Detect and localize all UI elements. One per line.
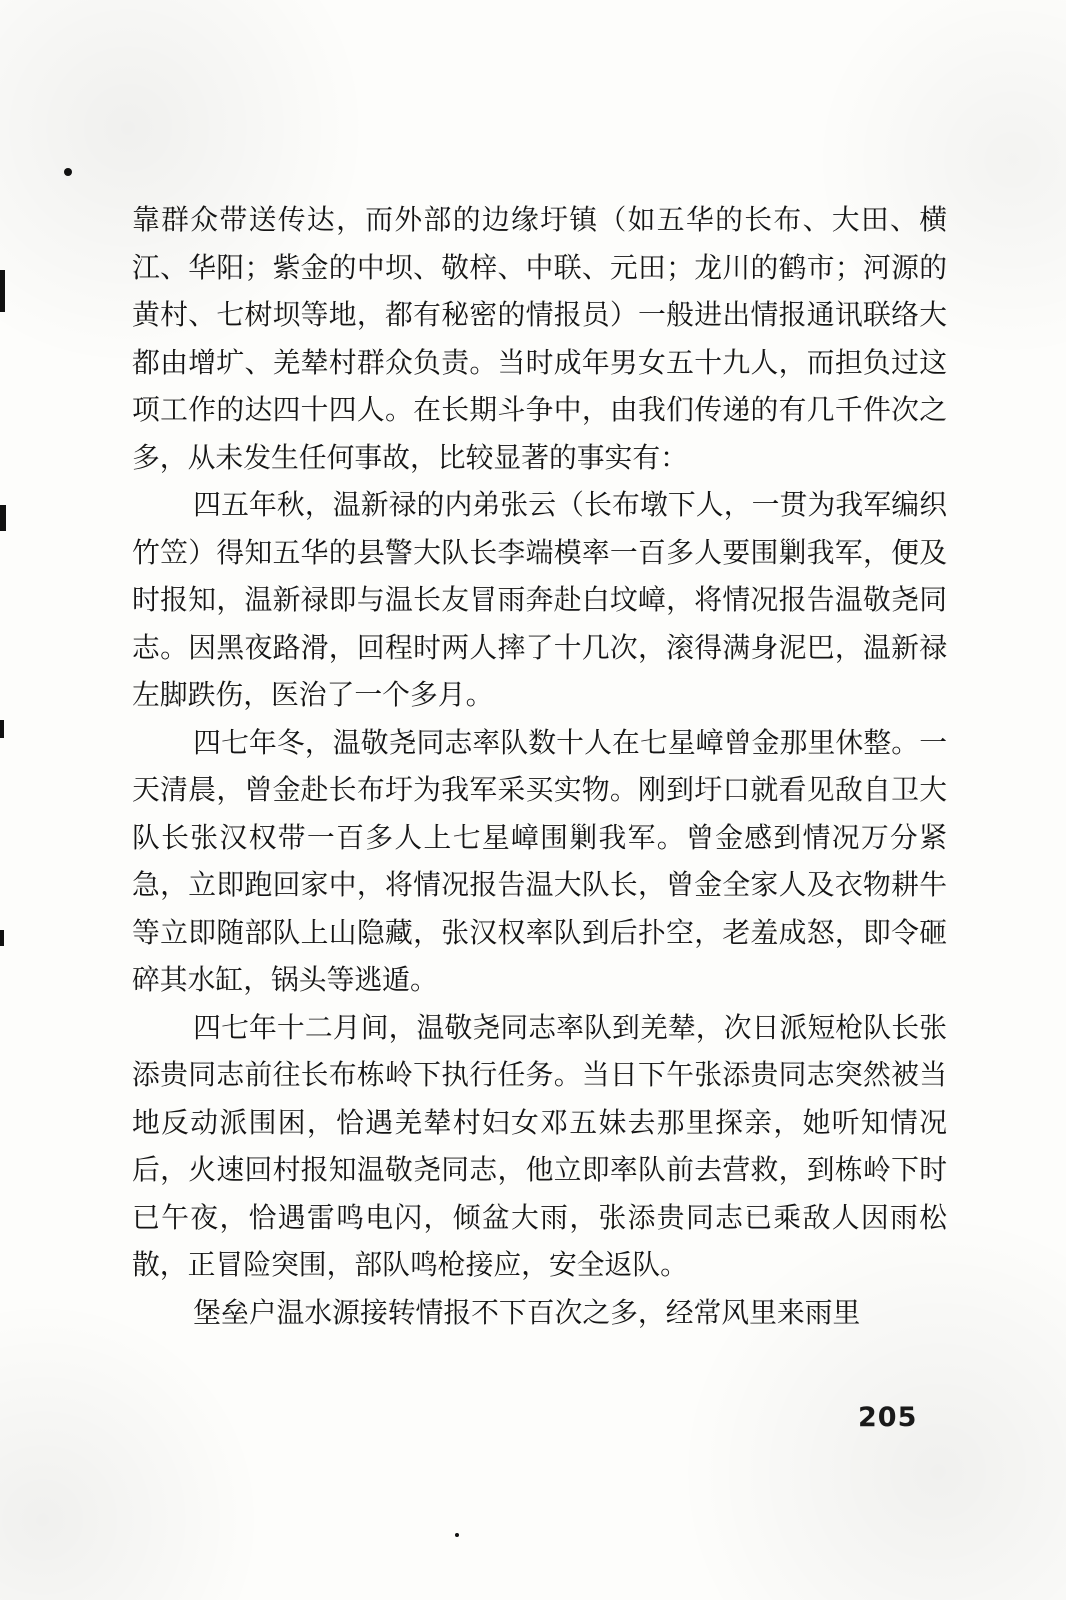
binding-mark [0,930,4,946]
binding-mark [0,270,5,312]
paragraph: 四七年冬，温敬尧同志率队数十人在七星嶂曾金那里休整。一天清晨，曾金赴长布圩为我军采买实物。刚到圩口就看见敌自卫大队长张汉权带一百多人上七星嶂围剿我军。曾金感到情况万分紧急，立即跑回家中，将情况报告温大队长，曾金全家人及衣物耕牛等立即随部队上山隐藏，张汉权率队到后扑空，老羞成怒，即令砸碎其水缸，锅头等逃遁。 [132,725,947,996]
scan-speck [455,1533,459,1537]
binding-mark [0,720,4,738]
body-text [132,196,947,1336]
paragraph: 四五年秋，温新禄的内弟张云（长布墩下人，一贯为我军编织竹笠）得知五华的县警大队长李端模率一百多人要围剿我军，便及时报知，温新禄即与温长友冒雨奔赴白坟嶂，将情况报告温敬尧同志。因黑夜路滑，回程时两人摔了十几次，滚得满身泥巴，温新禄左脚跌伤，医治了一个多月。 [132,488,947,711]
paragraph: 堡垒户温水源接转情报不下百次之多，经常风里来雨里 [193,1295,861,1329]
page-number: 205 [858,1402,918,1433]
paragraph: 四七年十二月间，温敬尧同志率队到羌辇，次日派短枪队长张添贵同志前往长布栋岭下执行任务。当日下午张添贵同志突然被当地反动派围困，恰遇羌辇村妇女邓五妹去那里探亲，她听知情况后，火速回村报知温敬尧同志，他立即率队前去营救，到栋岭下时已午夜，恰遇雷鸣电闪，倾盆大雨，张添贵同志已乘敌人因雨松散，正冒险突围，部队鸣枪接应，安全返队。 [132,1010,947,1281]
paragraph: 靠群众带送传达，而外部的边缘圩镇（如五华的长布、大田、横江、华阳；紫金的中坝、敬梓、中联、元田；龙川的鹤市；河源的黄村、七树坝等地，都有秘密的情报员）一般进出情报通讯联络大都由增圹、羌辇村群众负责。当时成年男女五十九人，而担负过这项工作的达四十四人。在长期斗争中，由我们传递的有几千件次之多，从未发生任何事故，比较显著的事实有： [132,203,947,474]
scan-speck [64,168,72,176]
binding-mark [0,505,6,531]
